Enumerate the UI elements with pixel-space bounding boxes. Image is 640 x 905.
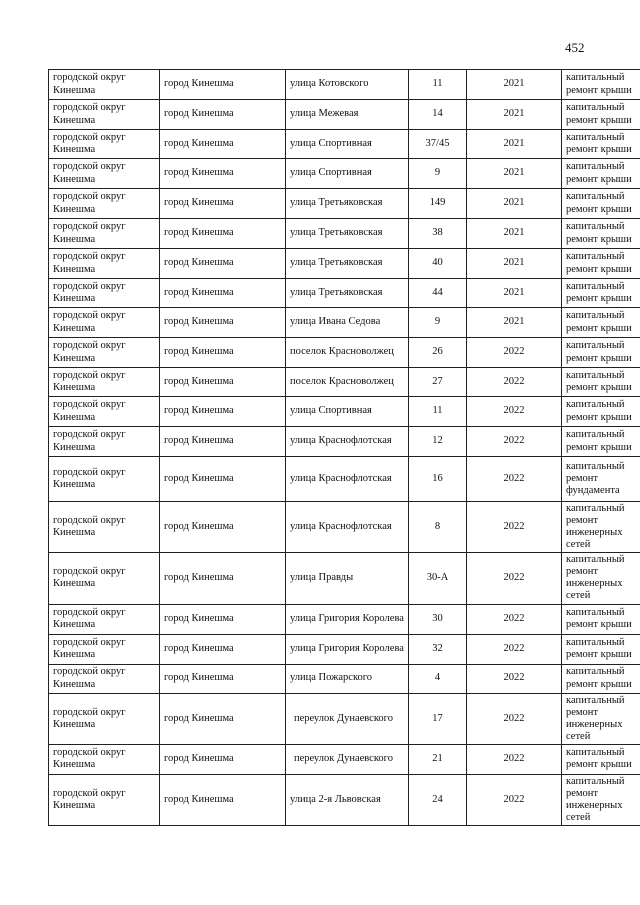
table-row xyxy=(49,502,640,553)
municipality-cell: городской округ Кинешма xyxy=(49,100,160,130)
table-row xyxy=(49,279,640,308)
year-cell: 2022 xyxy=(467,774,562,825)
year-cell: 2022 xyxy=(467,634,562,664)
table-row xyxy=(49,457,640,502)
municipality-cell: городской округ Кинешма xyxy=(49,604,160,634)
municipality-cell: городской округ Кинешма xyxy=(49,308,160,338)
work-type-cell: капитальный ремонт крыши xyxy=(562,159,640,189)
house-number-cell: 11 xyxy=(409,397,467,427)
street-cell: улица Григория Королева xyxy=(286,604,409,634)
city-cell: город Кинешма xyxy=(160,457,286,502)
year-cell: 2022 xyxy=(467,397,562,427)
street-cell: улица Ивана Седова xyxy=(286,308,409,338)
work-type-cell: капитальный ремонт крыши xyxy=(562,279,640,308)
year-cell: 2021 xyxy=(467,70,562,100)
house-number-cell: 16 xyxy=(409,457,467,502)
house-number-cell: 8 xyxy=(409,502,467,553)
work-type-cell: капитальный ремонт крыши xyxy=(562,604,640,634)
house-number-cell: 9 xyxy=(409,308,467,338)
house-number-cell: 21 xyxy=(409,744,467,774)
house-number-cell: 14 xyxy=(409,100,467,130)
municipality-cell: городской округ Кинешма xyxy=(49,634,160,664)
table-row xyxy=(49,189,640,219)
municipality-cell: городской округ Кинешма xyxy=(49,664,160,693)
work-type-cell: капитальный ремонт крыши xyxy=(562,338,640,368)
work-type-cell: капитальный ремонт крыши xyxy=(562,189,640,219)
work-type-cell: капитальный ремонт крыши xyxy=(562,397,640,427)
work-type-cell: капитальный ремонт крыши xyxy=(562,219,640,249)
house-number-cell: 37/45 xyxy=(409,130,467,159)
municipality-cell: городской округ Кинешма xyxy=(49,70,160,100)
street-cell: поселок Красноволжец xyxy=(286,368,409,397)
street-cell: улица Третьяковская xyxy=(286,279,409,308)
street-cell: улица Спортивная xyxy=(286,159,409,189)
city-cell: город Кинешма xyxy=(160,427,286,457)
street-cell: улица Григория Королева xyxy=(286,634,409,664)
work-type-cell: капитальный ремонт крыши xyxy=(562,427,640,457)
table-row xyxy=(49,219,640,249)
street-cell: улица Краснофлотская xyxy=(286,427,409,457)
house-number-cell: 38 xyxy=(409,219,467,249)
street-cell: улица Пожарского xyxy=(286,664,409,693)
year-cell: 2021 xyxy=(467,219,562,249)
city-cell: город Кинешма xyxy=(160,219,286,249)
street-cell: улица Правды xyxy=(286,553,409,604)
work-type-cell: капитальный ремонт инженерных сетей xyxy=(562,693,640,744)
year-cell: 2021 xyxy=(467,130,562,159)
city-cell: город Кинешма xyxy=(160,502,286,553)
year-cell: 2022 xyxy=(467,368,562,397)
house-number-cell: 12 xyxy=(409,427,467,457)
municipality-cell: городской округ Кинешма xyxy=(49,219,160,249)
house-number-cell: 149 xyxy=(409,189,467,219)
work-type-cell: капитальный ремонт крыши xyxy=(562,308,640,338)
year-cell: 2021 xyxy=(467,249,562,279)
city-cell: город Кинешма xyxy=(160,279,286,308)
city-cell: город Кинешма xyxy=(160,553,286,604)
municipality-cell: городской округ Кинешма xyxy=(49,457,160,502)
municipality-cell: городской округ Кинешма xyxy=(49,249,160,279)
work-type-cell: капитальный ремонт инженерных сетей xyxy=(562,502,640,553)
municipality-cell: городской округ Кинешма xyxy=(49,397,160,427)
city-cell: город Кинешма xyxy=(160,664,286,693)
year-cell: 2022 xyxy=(467,553,562,604)
table-row xyxy=(49,774,640,825)
house-number-cell: 24 xyxy=(409,774,467,825)
city-cell: город Кинешма xyxy=(160,70,286,100)
year-cell: 2021 xyxy=(467,308,562,338)
municipality-cell: городской округ Кинешма xyxy=(49,368,160,397)
municipality-cell: городской округ Кинешма xyxy=(49,502,160,553)
municipality-cell: городской округ Кинешма xyxy=(49,159,160,189)
city-cell: город Кинешма xyxy=(160,159,286,189)
table-row xyxy=(49,553,640,604)
street-cell: улица Третьяковская xyxy=(286,189,409,219)
year-cell: 2022 xyxy=(467,427,562,457)
municipality-cell: городской округ Кинешма xyxy=(49,279,160,308)
table-row xyxy=(49,604,640,634)
table-row xyxy=(49,634,640,664)
house-number-cell: 30 xyxy=(409,604,467,634)
table-row xyxy=(49,397,640,427)
work-type-cell: капитальный ремонт крыши xyxy=(562,634,640,664)
table-row xyxy=(49,70,640,100)
street-cell: улица Краснофлотская xyxy=(286,457,409,502)
table-row xyxy=(49,368,640,397)
house-number-cell: 26 xyxy=(409,338,467,368)
year-cell: 2022 xyxy=(467,693,562,744)
house-number-cell: 9 xyxy=(409,159,467,189)
city-cell: город Кинешма xyxy=(160,130,286,159)
year-cell: 2021 xyxy=(467,189,562,219)
municipality-cell: городской округ Кинешма xyxy=(49,693,160,744)
year-cell: 2022 xyxy=(467,744,562,774)
house-number-cell: 11 xyxy=(409,70,467,100)
street-cell: улица 2-я Львовская xyxy=(286,774,409,825)
municipality-cell: городской округ Кинешма xyxy=(49,130,160,159)
city-cell: город Кинешма xyxy=(160,774,286,825)
year-cell: 2022 xyxy=(467,502,562,553)
table-row xyxy=(49,664,640,693)
work-type-cell: капитальный ремонт крыши xyxy=(562,70,640,100)
city-cell: город Кинешма xyxy=(160,338,286,368)
table-row xyxy=(49,308,640,338)
municipality-cell: городской округ Кинешма xyxy=(49,189,160,219)
city-cell: город Кинешма xyxy=(160,693,286,744)
city-cell: город Кинешма xyxy=(160,368,286,397)
year-cell: 2021 xyxy=(467,159,562,189)
work-type-cell: капитальный ремонт крыши xyxy=(562,130,640,159)
year-cell: 2022 xyxy=(467,664,562,693)
work-type-cell: капитальный ремонт инженерных сетей xyxy=(562,553,640,604)
house-number-cell: 4 xyxy=(409,664,467,693)
work-type-cell: капитальный ремонт фундамента xyxy=(562,457,640,502)
house-number-cell: 32 xyxy=(409,634,467,664)
street-cell: улица Спортивная xyxy=(286,130,409,159)
table-row xyxy=(49,693,640,744)
table-row xyxy=(49,130,640,159)
table-row xyxy=(49,427,640,457)
work-type-cell: капитальный ремонт крыши xyxy=(562,744,640,774)
street-cell: переулок Дунаевского xyxy=(286,744,409,774)
city-cell: город Кинешма xyxy=(160,189,286,219)
house-number-cell: 17 xyxy=(409,693,467,744)
city-cell: город Кинешма xyxy=(160,634,286,664)
table-row xyxy=(49,100,640,130)
year-cell: 2021 xyxy=(467,100,562,130)
work-type-cell: капитальный ремонт крыши xyxy=(562,664,640,693)
municipality-cell: городской округ Кинешма xyxy=(49,553,160,604)
city-cell: город Кинешма xyxy=(160,604,286,634)
table-row xyxy=(49,338,640,368)
house-number-cell: 40 xyxy=(409,249,467,279)
repair-schedule-table xyxy=(48,69,640,826)
year-cell: 2022 xyxy=(467,338,562,368)
table-body xyxy=(49,70,640,826)
table-row xyxy=(49,159,640,189)
street-cell: переулок Дунаевского xyxy=(286,693,409,744)
table-row xyxy=(49,744,640,774)
work-type-cell: капитальный ремонт инженерных сетей xyxy=(562,774,640,825)
year-cell: 2022 xyxy=(467,457,562,502)
work-type-cell: капитальный ремонт крыши xyxy=(562,100,640,130)
street-cell: улица Краснофлотская xyxy=(286,502,409,553)
page-number: 452 xyxy=(565,40,585,55)
house-number-cell: 27 xyxy=(409,368,467,397)
municipality-cell: городской округ Кинешма xyxy=(49,427,160,457)
street-cell: улица Третьяковская xyxy=(286,249,409,279)
house-number-cell: 44 xyxy=(409,279,467,308)
municipality-cell: городской округ Кинешма xyxy=(49,338,160,368)
street-cell: улица Котовского xyxy=(286,70,409,100)
city-cell: город Кинешма xyxy=(160,249,286,279)
street-cell: улица Межевая xyxy=(286,100,409,130)
municipality-cell: городской округ Кинешма xyxy=(49,774,160,825)
municipality-cell: городской округ Кинешма xyxy=(49,744,160,774)
city-cell: город Кинешма xyxy=(160,100,286,130)
year-cell: 2022 xyxy=(467,604,562,634)
street-cell: улица Третьяковская xyxy=(286,219,409,249)
city-cell: город Кинешма xyxy=(160,744,286,774)
work-type-cell: капитальный ремонт крыши xyxy=(562,249,640,279)
street-cell: поселок Красноволжец xyxy=(286,338,409,368)
work-type-cell: капитальный ремонт крыши xyxy=(562,368,640,397)
city-cell: город Кинешма xyxy=(160,397,286,427)
table-row xyxy=(49,249,640,279)
city-cell: город Кинешма xyxy=(160,308,286,338)
house-number-cell: 30-А xyxy=(409,553,467,604)
street-cell: улица Спортивная xyxy=(286,397,409,427)
year-cell: 2021 xyxy=(467,279,562,308)
